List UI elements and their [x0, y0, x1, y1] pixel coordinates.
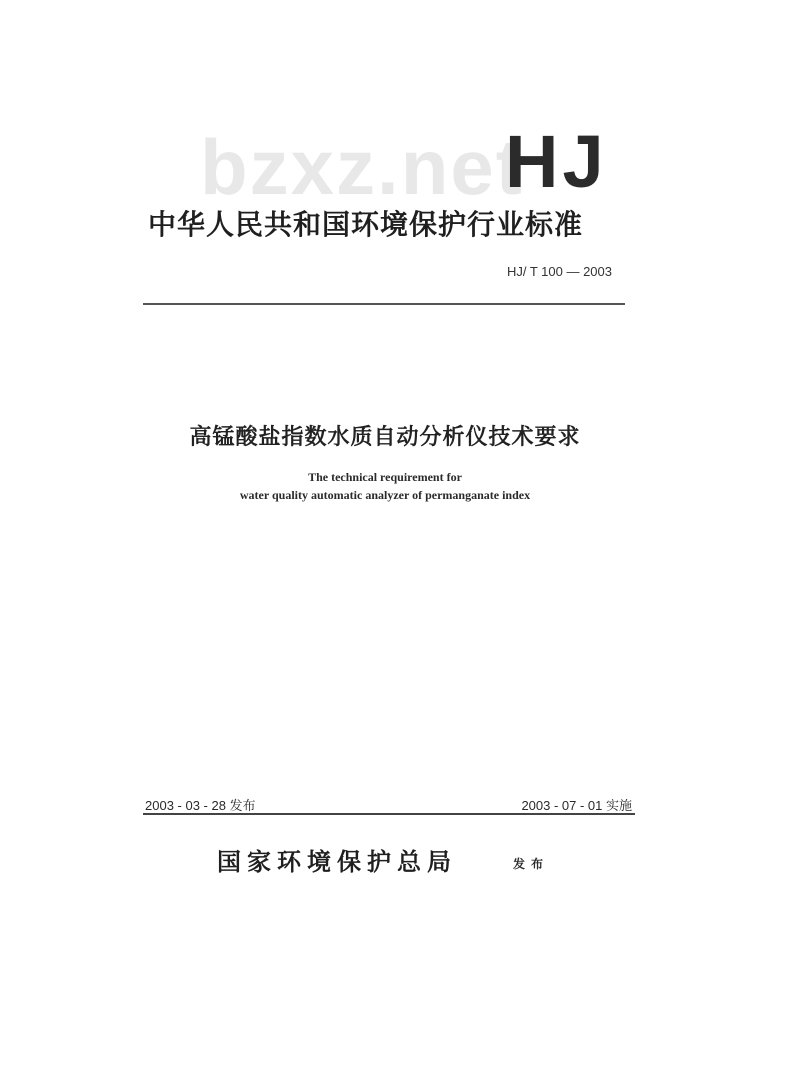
document-title-chinese: 高锰酸盐指数水质自动分析仪技术要求 — [189, 425, 581, 450]
document-title-english-line1: The technical requirement for — [308, 470, 462, 484]
watermark: bzxz.net — [200, 123, 524, 211]
document-title-english-line2: water quality automatic analyzer of permanganate index — [239, 488, 531, 502]
bottom-divider — [143, 813, 635, 815]
top-divider — [143, 303, 625, 305]
publish-label: 发布 — [513, 857, 550, 871]
hj-logo: HJ — [505, 120, 608, 203]
implementation-date: 2003 - 07 - 01 实施 — [521, 798, 632, 813]
issue-date: 2003 - 03 - 28 发布 — [145, 798, 256, 813]
standard-category-heading: 中华人民共和国环境保护行业标准 — [148, 208, 584, 241]
publisher-name: 国家环境保护总局 — [217, 847, 457, 876]
standard-number: HJ/ T 100 — 2003 — [506, 264, 612, 279]
